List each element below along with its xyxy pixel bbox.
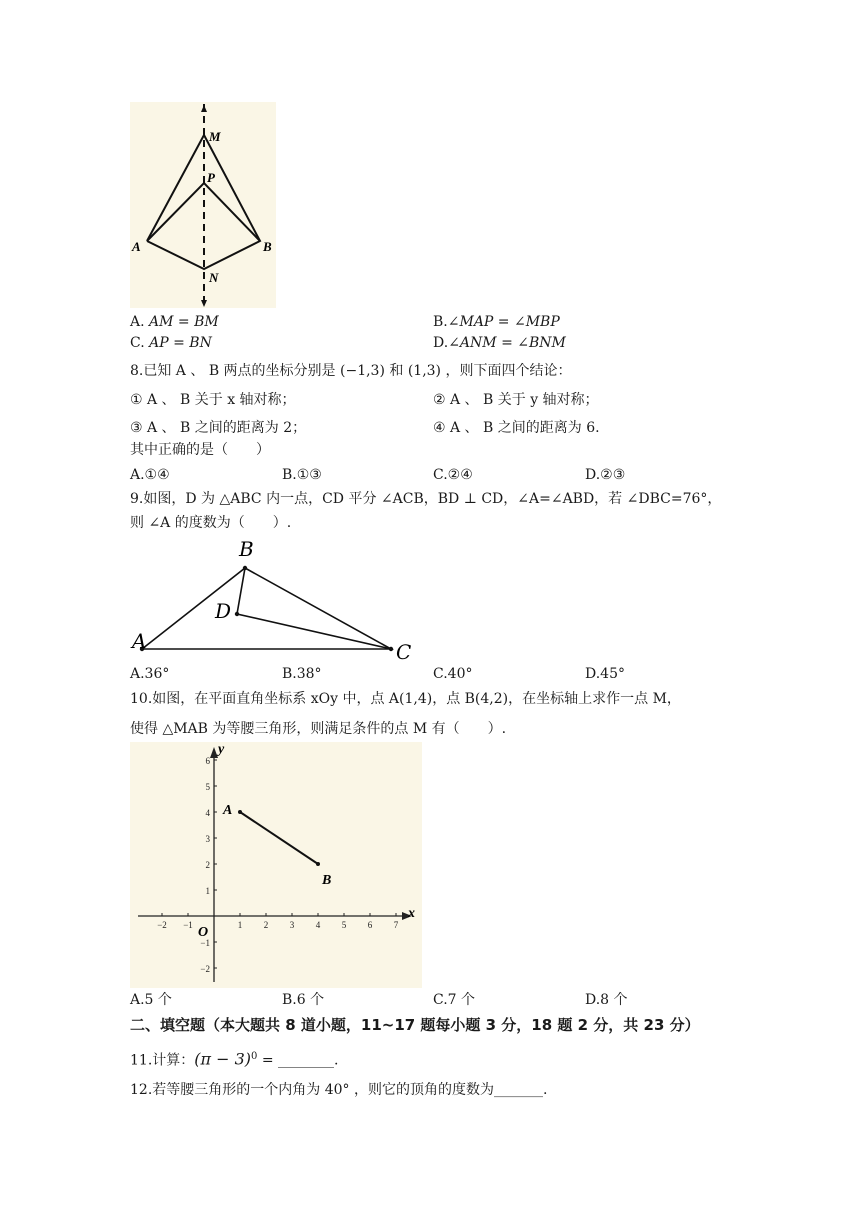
x-tick-label: 6 xyxy=(367,920,373,930)
q8-conclusion-4: ④ A 、 B 之间的距离为 6. xyxy=(433,420,600,436)
q8-conclusion-1: ① A 、 B 关于 x 轴对称； xyxy=(130,392,296,408)
q8-conclusion-3: ③ A 、 B 之间的距离为 2； xyxy=(130,420,307,436)
label-B: B xyxy=(322,873,332,888)
y-tick-label: 1 xyxy=(205,886,210,896)
label-A: A xyxy=(132,239,141,254)
q7-option-a[interactable]: A. AM = BM xyxy=(130,314,219,330)
q10-option-d[interactable]: D.8 个 xyxy=(585,992,628,1008)
x-tick-label: 3 xyxy=(289,920,295,930)
q11-blank[interactable]: = ________. xyxy=(257,1052,339,1069)
x-tick-label: 2 xyxy=(263,920,269,930)
x-axis-label: x xyxy=(408,906,415,921)
q7-diagram xyxy=(130,102,276,308)
label-C: C xyxy=(396,640,412,664)
q9-option-d[interactable]: D.45° xyxy=(585,666,625,682)
triangle-ABC xyxy=(142,568,391,649)
q11-exponent: 0 xyxy=(251,1051,258,1062)
q11-prefix: 11.计算： xyxy=(130,1052,195,1069)
label-D: D xyxy=(215,599,232,623)
q9-option-c[interactable]: C.40° xyxy=(433,666,473,682)
label-M: M xyxy=(209,129,221,144)
y-tick-label: −1 xyxy=(200,938,210,948)
y-tick-label: −2 xyxy=(200,964,210,974)
q10-option-a[interactable]: A.5 个 xyxy=(130,992,172,1008)
q9-option-b[interactable]: B.38° xyxy=(282,666,322,682)
q9-diagram xyxy=(125,535,425,665)
q7-figure xyxy=(130,102,276,308)
q10-coordinate-plane xyxy=(130,742,422,988)
q7-option-c[interactable]: C. AP = BN xyxy=(130,335,212,351)
x-tick-label: −2 xyxy=(157,920,167,930)
q8-option-b[interactable]: B.①③ xyxy=(282,467,322,483)
q8-option-c[interactable]: C.②④ xyxy=(433,467,473,483)
y-axis-label: y xyxy=(218,742,225,757)
q7-option-d[interactable]: D.∠ANM = ∠BNM xyxy=(433,335,566,351)
q7-option-b[interactable]: B.∠MAP = ∠MBP xyxy=(433,314,560,330)
label-B: B xyxy=(263,239,272,254)
y-tick-label: 4 xyxy=(205,808,210,818)
q8-option-d[interactable]: D.②③ xyxy=(585,467,626,483)
q8-stem: 8.已知 A 、 B 两点的坐标分别是 (−1,3) 和 (1,3) ，则下面四个结论： xyxy=(130,363,572,379)
label-A: A xyxy=(132,629,147,653)
q8-option-a[interactable]: A.①④ xyxy=(130,467,170,483)
y-tick-label: 5 xyxy=(205,782,210,792)
y-tick-label: 2 xyxy=(205,860,210,870)
q8-conclusion-2: ② A 、 B 关于 y 轴对称； xyxy=(433,392,599,408)
q9-option-a[interactable]: A.36° xyxy=(130,666,170,682)
x-tick-label: 7 xyxy=(393,920,399,930)
point-B xyxy=(316,862,320,866)
x-tick-label: 4 xyxy=(315,920,321,930)
q9-stem-line1: 9.如图，D 为 △ABC 内一点，CD 平分 ∠ACB，BD ⊥ CD，∠A=∠ABD，若 ∠DBC=76°， xyxy=(130,491,722,507)
q12-text: 12.若等腰三角形的一个内角为 40° ，则它的顶角的度数为_______. xyxy=(130,1082,548,1098)
q10-stem-line2: 使得 △MAB 为等腰三角形，则满足条件的点 M 有（ ）. xyxy=(130,721,507,737)
x-tick-label: 5 xyxy=(341,920,347,930)
q9-stem-line2: 则 ∠A 的度数为（ ）. xyxy=(130,515,292,531)
label-P: P xyxy=(207,170,215,185)
q8-prompt: 其中正确的是（ ） xyxy=(130,442,270,458)
y-tick-label: 6 xyxy=(205,756,210,766)
q10-option-b[interactable]: B.6 个 xyxy=(282,992,325,1008)
segment-AB xyxy=(240,812,318,864)
x-tick-label: −1 xyxy=(183,920,193,930)
q11-line xyxy=(130,1047,339,1071)
q10-option-c[interactable]: C.7 个 xyxy=(433,992,476,1008)
label-B: B xyxy=(239,537,254,561)
label-A: A xyxy=(223,803,233,818)
point-A xyxy=(238,810,242,814)
origin-label: O xyxy=(198,925,209,940)
y-tick-label: 3 xyxy=(205,834,210,844)
label-N: N xyxy=(209,270,219,285)
section-2-heading: 二、填空题（本大题共 8 道小题，11~17 题每小题 3 分，18 题 2 分，共 23 分） xyxy=(130,1016,700,1034)
q11-expression: (π − 3) xyxy=(194,1049,252,1069)
x-tick-label: 1 xyxy=(237,920,243,930)
q10-stem-line1: 10.如图，在平面直角坐标系 xOy 中，点 A(1,4)，点 B(4,2)，在坐标轴上求作一点 M， xyxy=(130,691,681,707)
q10-figure xyxy=(130,742,422,988)
